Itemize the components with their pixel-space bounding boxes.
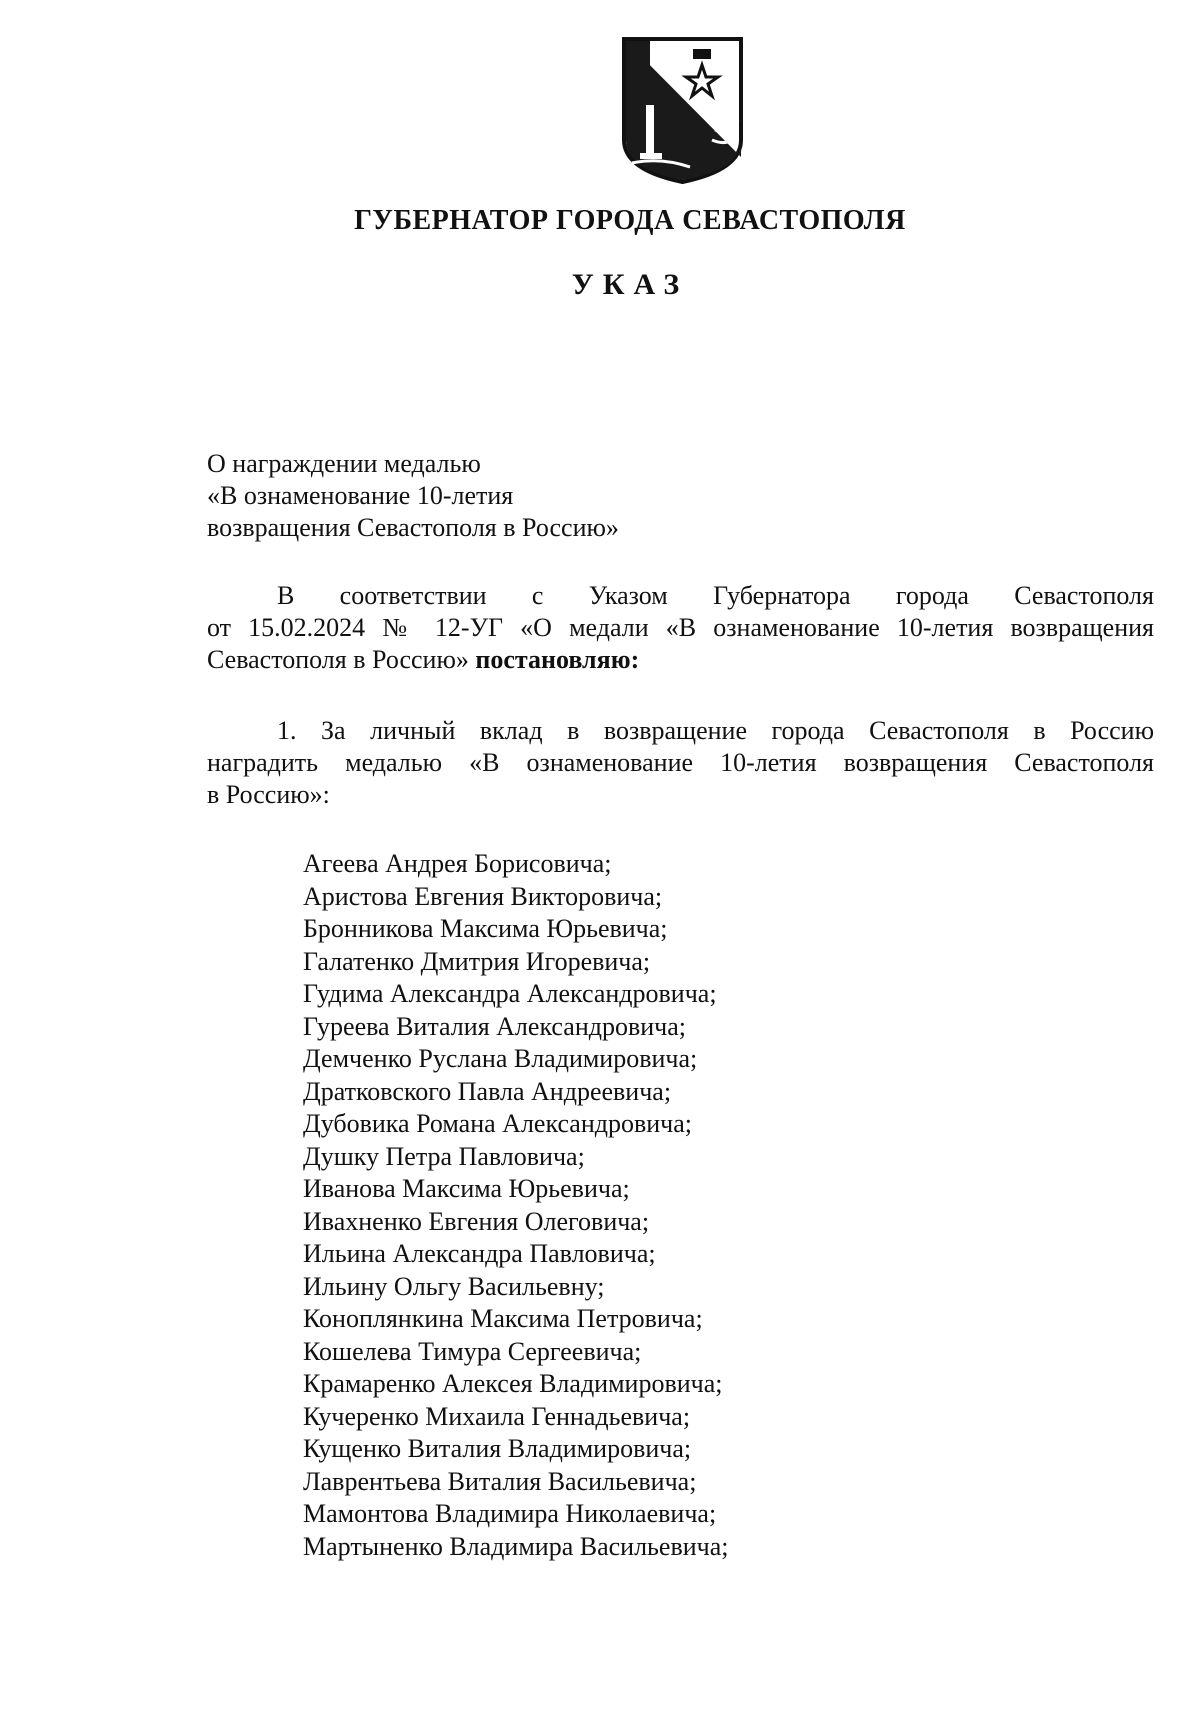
recipient-item: Гудима Александра Александровича; [303,979,717,1008]
recipient-item: Дубовика Романа Александровича; [303,1109,693,1138]
recipient-item: Кошелева Тимура Сергеевича; [303,1336,642,1366]
clause-line: в Россию»: [207,780,330,809]
authority-title: ГУБЕРНАТОР ГОРОДА СЕВАСТОПОЛЯ [354,205,906,236]
recipient-item: Ильина Александра Павловича; [303,1239,656,1268]
clause-line: 1. За личный вклад в возвращение города Севастополя в Россию [277,716,1154,745]
recipient-item: Крамаренко Алексея Владимировича; [303,1369,723,1398]
subject-line: «В ознаменование 10-летия [207,481,514,510]
recipient-item: Агеева Андрея Борисовича; [303,849,612,878]
recipient-item: Галатенко Дмитрия Игоревича; [303,946,651,976]
recipients-list [303,848,728,1563]
preamble-line: В соответствии с Указом Губернатора города Севастополя [277,581,1154,610]
clause-1-paragraph [207,715,1154,811]
recipient-item: Лаврентьева Виталия Васильевича; [303,1466,697,1496]
recipient-item: Кущенко Виталия Владимировича; [303,1434,692,1463]
recipient-item: Демченко Руслана Владимировича; [303,1044,698,1073]
decree-title: УКАЗ [571,268,689,301]
preamble-line-text: Севастополя в Россию» [207,645,469,674]
recipient-item: Душку Петра Павловича; [303,1141,585,1171]
recipient-item: Ивахненко Евгения Олеговича; [303,1206,650,1236]
recipient-item: Мартыненко Владимира Васильевича; [303,1531,729,1561]
preamble-paragraph [207,580,1154,676]
resolution-keyword: постановляю: [475,645,640,674]
recipient-item: Бронникова Максима Юрьевича; [303,914,668,943]
recipient-item: Дратковского Павла Андреевича; [303,1076,672,1106]
recipient-item: Коноплянкина Максима Петровича; [303,1304,703,1333]
subject-line: О награждении медалью [207,449,481,478]
preamble-line: от 15.02.2024 № 12-УГ «О медали «В ознаменование 10-летия возвращения [207,613,1154,642]
recipient-item: Кучеренко Михаила Геннадьевича; [303,1401,691,1431]
subject-line: возвращения Севастополя в Россию» [207,513,619,542]
recipient-item: Ильину Ольгу Васильевну; [303,1271,605,1301]
recipient-item: Гуреева Виталия Александровича; [303,1011,686,1041]
recipient-item: Иванова Максима Юрьевича; [303,1174,630,1203]
preamble-line-last [207,644,1154,676]
decree-subject [207,448,619,544]
clause-line: наградить медалью «В ознаменование 10-летия возвращения Севастополя [207,748,1154,777]
recipient-item: Аристова Евгения Викторовича; [303,881,663,911]
coat-of-arms-icon [620,35,745,185]
recipient-item: Мамонтова Владимира Николаевича; [303,1499,717,1528]
